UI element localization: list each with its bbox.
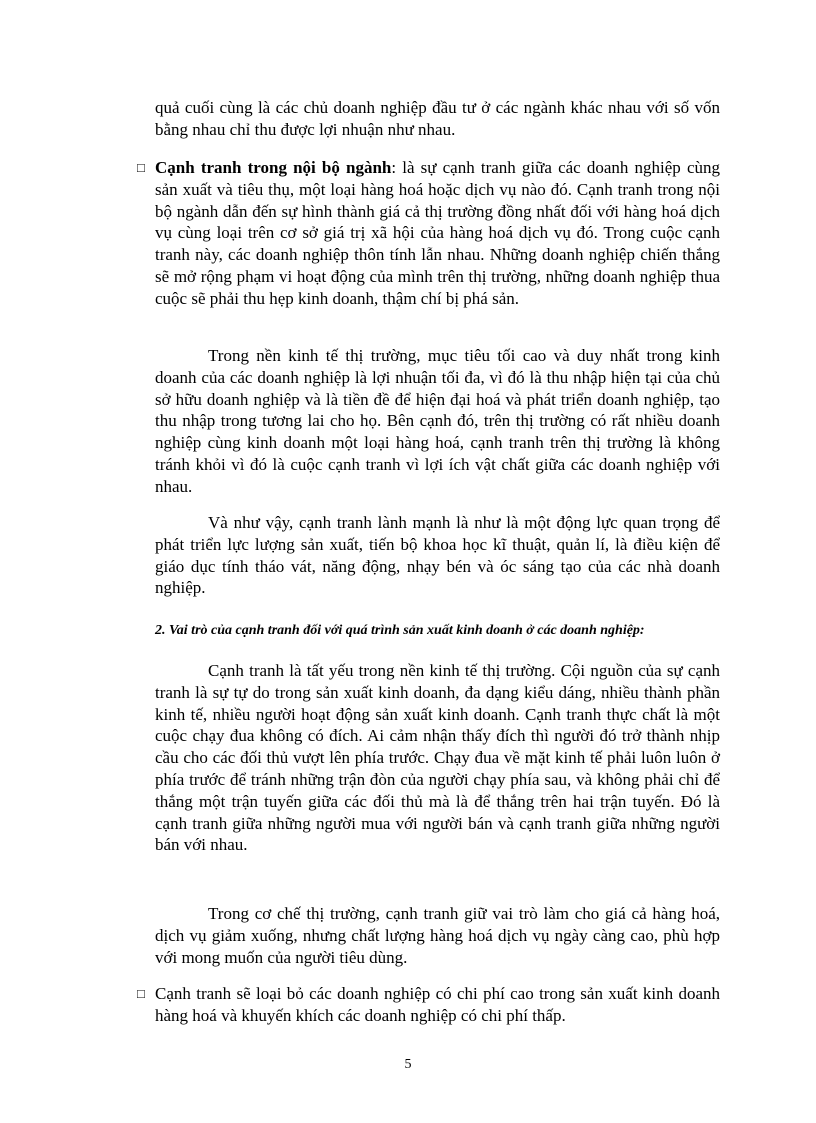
paragraph-profit-goal: Trong nền kinh tế thị trường, mục tiêu tối cao và duy nhất trong kinh doanh của các doanh nghiệp là lợi nhuận tối đa, vì đó là thu nhập hiện tại của chủ sở hữu doanh nghiệp và là tiền đề để hiện đại hoá và phát triển doanh nghiệp, tạo thu nhập trong tương lai cho họ. Bên cạnh đó, trên thị trường có rất nhiều doanh nghiệp cùng kinh doanh một loại hàng hoá, cạnh tranh trên thị trường là không tránh khỏi vì đó là cuộc cạnh tranh vì lợi ích vật chất giữa các doanh nghiệp với nhau.: [155, 346, 720, 496]
bold-term: Cạnh tranh trong nội bộ ngành: [155, 158, 392, 177]
term-definition: : là sự cạnh tranh giữa các doanh nghiệp cùng sản xuất và tiêu thụ, một loại hàng hoá hoặc dịch vụ nào đó. Cạnh tranh trong nội bộ ngành dẫn đến sự hình thành giá cả thị trường đồng nhất đối với hàng hoá dịch vụ cùng loại trên cơ sở giá trị xã hội của hàng hoá dịch vụ đó. Trong cuộc cạnh tranh này, các doanh nghiệp thôn tính lẫn nhau. Những doanh nghiệp chiến thắng sẽ mở rộng phạm vi hoạt động của mình trên thị trường, những doanh nghiệp thua cuộc sẽ phải thu hẹp kinh doanh, thậm chí bị phá sản.: [155, 158, 720, 308]
paragraph-continuation: quả cuối cùng là các chủ doanh nghiệp đầu tư ở các ngành khác nhau với số vốn bằng nhau chỉ thu được lợi nhuận như nhau.: [155, 98, 720, 139]
checkbox-bullet-icon: □: [137, 160, 145, 175]
bullet-item-eliminate-high-cost: [137, 983, 720, 1027]
bullet-item-internal-competition: [137, 157, 720, 310]
paragraph-healthy-competition: Và như vậy, cạnh tranh lành mạnh là như là một động lực quan trọng để phát triển lực lượng sản xuất, tiến bộ khoa học kĩ thuật, quản lí, là điều kiện để giáo dục tính tháo vát, năng động, nhạy bén và óc sáng tạo của các nhà doanh nghiệp.: [155, 513, 720, 598]
page-number: 5: [404, 1057, 412, 1072]
paragraph-competition-inevitable: Cạnh tranh là tất yếu trong nền kinh tế thị trường. Cội nguồn của sự cạnh tranh là sự tự do trong sản xuất kinh doanh, đa dạng kiểu dáng, nhiều thành phần kinh tế, nhiều người hoạt động sản xuất kinh doanh. Cạnh tranh thực chất là một cuộc chạy đua không có đích. Ai cảm nhận thấy đích thì người đó trở thành nhịp cầu cho các đối thủ vượt lên phía trước. Chạy đua về mặt kinh tế phải luôn luôn ở phía trước để tránh những trận đòn của người chạy phía sau, và không phải chỉ để thắng một trận tuyến giữa các đối thủ mà là để thắng trên hai trận tuyến. Đó là cạnh tranh giữa những người mua với người bán và cạnh tranh giữa những người bán với nhau.: [155, 661, 720, 855]
bullet-text: Cạnh tranh sẽ loại bỏ các doanh nghiệp có chi phí cao trong sản xuất kinh doanh hàng hoá và khuyến khích các doanh nghiệp có chi phí thấp.: [155, 984, 720, 1025]
paragraph-market-mechanism: Trong cơ chế thị trường, cạnh tranh giữ vai trò làm cho giá cả hàng hoá, dịch vụ giảm xuống, nhưng chất lượng hàng hoá dịch vụ ngày càng cao, phù hợp với mong muốn của người tiêu dùng.: [155, 904, 720, 967]
section-heading: 2. Vai trò của cạnh tranh đối với quá trình sản xuất kinh doanh ở các doanh nghiệp:: [155, 623, 645, 638]
checkbox-bullet-icon: □: [137, 986, 145, 1001]
bullet-text: [155, 157, 720, 310]
